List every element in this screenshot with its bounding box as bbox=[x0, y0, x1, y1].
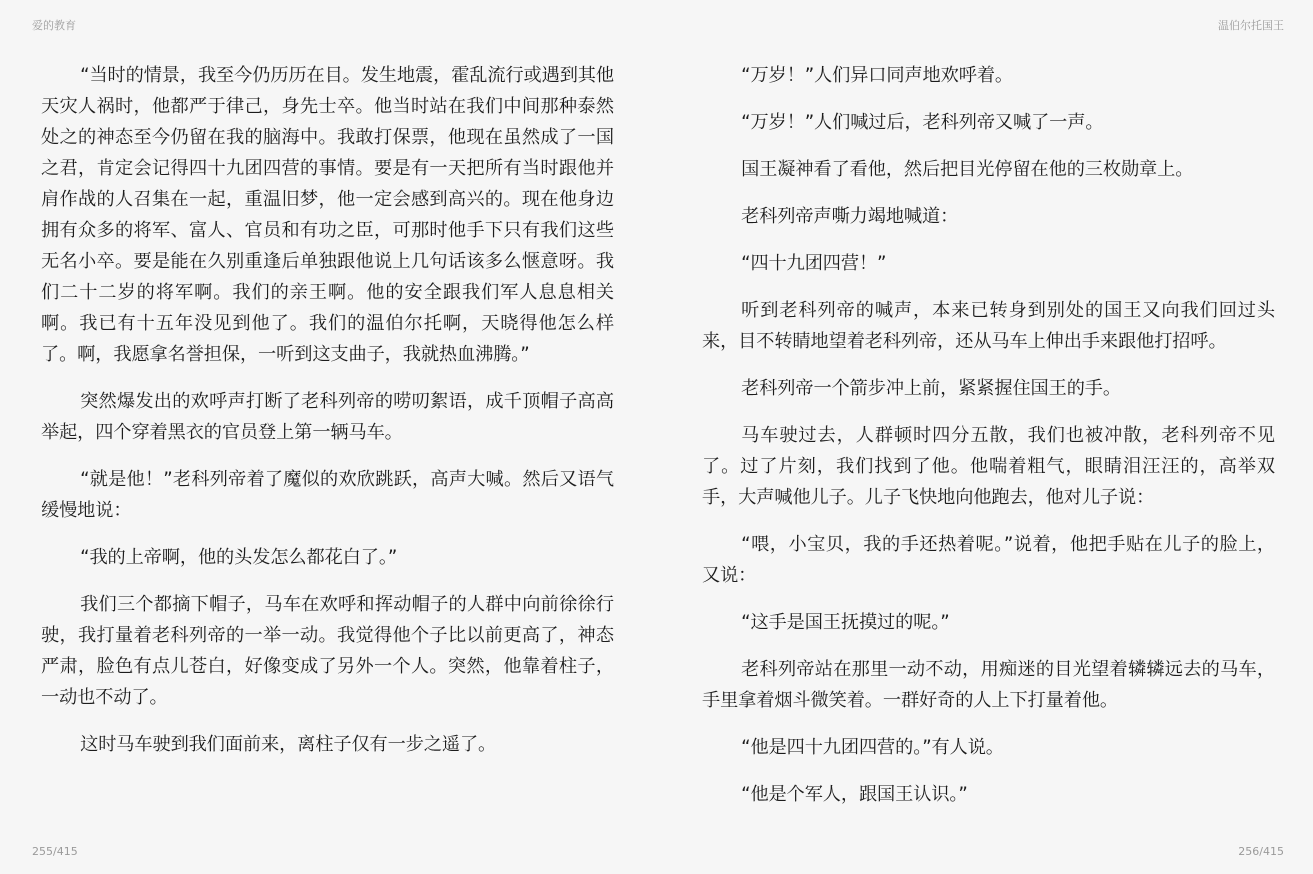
paragraph: “四十九团四营！” bbox=[741, 253, 887, 274]
paragraph: “喂，小宝贝，我的手还热着呢。”说着，他把手贴在儿子的脸上，又说： bbox=[702, 534, 1275, 586]
paragraph: “当时的情景，我至今仍历历在目。发生地震，霍乱流行或遇到其他天灾人祸时，他都严于律己，身先士卒。他当时站在我们中间那种泰然处之的神态至今仍留在我的脑海中。我敢打保票，他现在虽然成了一国之君，肯定会记得四十九团四营的事情。要是有一天把所有当时跟他并肩作战的人召集在一起，重温旧梦，他一定会感到高兴的。现在他身边拥有众多的将军、富人、官员和有功之臣，可那时他手下只有我们这些无名小卒。要是能在久别重逢后单独跟他说上几句话该多么惬意呀。我们二十二岁的将军啊。我们的亲王啊。他的安全跟我们军人息息相关啊。我已有十五年没见到他了。我们的温伯尔托啊，天晓得他怎么样了。啊，我愿拿名誉担保，一听到这支曲子，我就热血沸腾。” bbox=[41, 65, 614, 365]
paragraph: “万岁！”人们喊过后，老科列帝又喊了一声。 bbox=[741, 112, 1104, 133]
paragraph: “他是个军人，跟国王认识。” bbox=[741, 784, 968, 805]
paragraph: “这手是国王抚摸过的呢。” bbox=[741, 612, 950, 633]
paragraph: 老科列帝一个箭步冲上前，紧紧握住国王的手。 bbox=[741, 378, 1121, 399]
paragraph: 这时马车驶到我们面前来，离柱子仅有一步之遥了。 bbox=[80, 734, 497, 755]
paragraph: 老科列帝站在那里一动不动，用痴迷的目光望着辚辚远去的马车，手里拿着烟斗微笑着。一群好奇的人上下打量着他。 bbox=[702, 659, 1275, 711]
left-page[interactable] bbox=[41, 60, 614, 776]
paragraph: 听到老科列帝的喊声，本来已转身到别处的国王又向我们回过头来，目不转睛地望着老科列帝，还从马车上伸出手来跟他打招呼。 bbox=[702, 300, 1275, 352]
right-page-number: 256/415 bbox=[1238, 845, 1284, 858]
book-title: 爱的教育 bbox=[32, 19, 76, 32]
paragraph: “他是四十九团四营的。”有人说。 bbox=[741, 737, 1004, 758]
paragraph: 突然爆发出的欢呼声打断了老科列帝的唠叨絮语，成千顶帽子高高举起，四个穿着黑衣的官员登上第一辆马车。 bbox=[41, 391, 614, 443]
paragraph: 国王凝神看了看他，然后把目光停留在他的三枚勋章上。 bbox=[741, 159, 1194, 180]
left-page-number: 255/415 bbox=[32, 845, 78, 858]
paragraph: 老科列帝声嘶力竭地喊道： bbox=[741, 206, 959, 227]
paragraph: 马车驶过去，人群顿时四分五散，我们也被冲散，老科列帝不见了。过了片刻，我们找到了他。他喘着粗气，眼睛泪汪汪的，高举双手，大声喊他儿子。儿子飞快地向他跑去，他对儿子说： bbox=[702, 425, 1275, 508]
chapter-title: 温伯尔托国王 bbox=[1218, 19, 1284, 32]
paragraph: “就是他！”老科列帝着了魔似的欢欣跳跃，高声大喊。然后又语气缓慢地说： bbox=[41, 469, 614, 521]
right-page[interactable] bbox=[702, 60, 1275, 826]
paragraph: “我的上帝啊，他的头发怎么都花白了。” bbox=[80, 547, 398, 568]
paragraph: 我们三个都摘下帽子，马车在欢呼和挥动帽子的人群中向前徐徐行驶，我打量着老科列帝的一举一动。我觉得他个子比以前更高了，神态严肃，脸色有点儿苍白，好像变成了另外一个人。突然，他靠着柱子，一动也不动了。 bbox=[41, 594, 614, 708]
paragraph: “万岁！”人们异口同声地欢呼着。 bbox=[741, 65, 1013, 86]
